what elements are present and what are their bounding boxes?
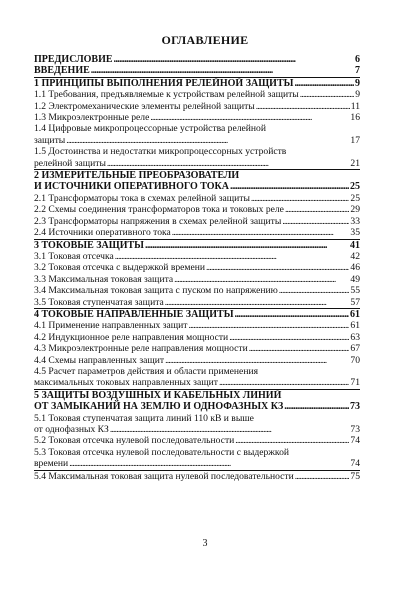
toc-page-number: 33 <box>350 215 360 227</box>
dot-leader <box>235 435 349 446</box>
toc-section-entry <box>34 146 360 169</box>
dot-leader <box>150 112 349 123</box>
toc-page-number: 9 <box>355 77 360 89</box>
toc-entry-text: 3.4 Максимальная токовая защита с пуском по напряжению <box>34 285 278 297</box>
dot-leader <box>284 401 349 412</box>
dot-leader <box>235 309 349 320</box>
toc-page-number: 74 <box>350 435 360 447</box>
toc-entry-text: защиты <box>34 134 66 146</box>
toc-entry-text: 2 ИЗМЕРИТЕЛЬНЫЕ ПРЕОБРАЗОВАТЕЛИ <box>34 170 240 182</box>
toc-entry-text: 5 ЗАЩИТЫ ВОЗДУШНЫХ И КАБЕЛЬНЫХ ЛИНИЙ <box>34 389 282 401</box>
toc-entry-text: 4.1 Применение направленных защит <box>34 320 188 332</box>
toc-entry-text: 1.5 Достоинства и недостатки микропроцессорных устройств <box>34 146 287 158</box>
dot-leader <box>230 181 349 192</box>
dot-leader <box>300 89 354 100</box>
toc-page-number: 6 <box>355 54 360 65</box>
toc-entry-text: ВВЕДЕНИЕ <box>34 65 90 77</box>
toc-page-number: 16 <box>350 112 360 124</box>
toc-entry-text: 1 ПРИНЦИПЫ ВЫПОЛНЕНИЯ РЕЛЕЙНОЙ ЗАЩИТЫ <box>34 77 294 89</box>
dot-leader <box>69 458 349 469</box>
toc-entry-text: от однофазных КЗ <box>34 424 109 435</box>
toc-section-entry <box>34 112 360 123</box>
toc-section-entry <box>34 274 360 285</box>
toc-section-entry <box>34 332 360 343</box>
toc-page-number: 11 <box>350 100 360 112</box>
toc-section-entry <box>34 343 360 354</box>
toc-section-entry <box>34 251 360 262</box>
table-of-contents <box>34 54 360 482</box>
toc-page-number: 41 <box>350 239 360 251</box>
dot-leader <box>115 251 350 262</box>
toc-page-number: 29 <box>350 204 360 216</box>
toc-entry-text: 1.2 Электромеханические элементы релейной защиты <box>34 100 255 112</box>
toc-entry-text: 3.5 Токовая ступенчатая защита <box>34 296 164 308</box>
dot-leader <box>66 135 349 146</box>
toc-section-entry <box>34 447 360 470</box>
toc-entry-text: ОТ ЗАМЫКАНИЙ НА ЗЕМЛЮ И ОДНОФАЗНЫХ КЗ <box>34 401 284 413</box>
toc-page-number: 42 <box>350 250 360 262</box>
dot-leader <box>294 78 354 89</box>
toc-section-entry <box>34 355 360 366</box>
toc-page-number: 9 <box>355 89 360 101</box>
toc-page-number: 49 <box>350 273 360 285</box>
toc-section-entry <box>34 413 360 436</box>
toc-entry-text: времени <box>34 458 69 470</box>
toc-chapter-entry <box>34 239 360 251</box>
toc-entry-text: 5.3 Токовая отсечка нулевой последовательности с выдержкой <box>34 446 289 458</box>
toc-entry-text: 2.1 Трансформаторы тока в схемах релейной защиты <box>34 192 250 204</box>
toc-page-number: 63 <box>350 331 360 343</box>
toc-chapter-entry <box>34 169 360 193</box>
dot-leader <box>279 285 350 296</box>
toc-page-number: 55 <box>350 285 360 297</box>
toc-page-number: 21 <box>350 157 360 169</box>
dot-leader <box>174 274 349 285</box>
toc-entry-text: 2.3 Трансформаторы напряжения в схемах релейной защиты <box>34 215 282 227</box>
toc-entry-text: 2.2 Схемы соединения трансформаторов тока и токовых реле <box>34 204 284 216</box>
toc-page-number: 71 <box>350 377 360 389</box>
dot-leader <box>165 355 349 366</box>
dot-leader <box>114 54 354 65</box>
toc-section-entry <box>34 470 360 482</box>
toc-section-entry <box>34 435 360 446</box>
dot-leader <box>91 65 354 76</box>
toc-entry-text: релейной защиты <box>34 157 106 169</box>
toc-entry-text: И ИСТОЧНИКИ ОПЕРАТИВНОГО ТОКА <box>34 181 230 193</box>
toc-section-entry <box>34 227 360 238</box>
dot-leader <box>219 377 349 388</box>
page-number: 3 <box>202 538 208 549</box>
toc-page-number: 7 <box>355 65 360 77</box>
dot-leader <box>285 204 349 215</box>
dot-leader <box>282 216 349 227</box>
toc-chapter-entry <box>34 77 360 89</box>
toc-entry-text: 5.4 Максимальная токовая защита нулевой последовательности <box>34 470 294 482</box>
toc-page-number: 74 <box>350 458 360 470</box>
toc-entry-text: 1.3 Микроэлектронные реле <box>34 112 150 124</box>
dot-leader <box>295 471 350 482</box>
toc-entry-text: 1.1 Требования, предъявляемые к устройствам релейной защиты <box>34 89 299 101</box>
toc-page-number: 35 <box>350 227 360 239</box>
toc-section-entry <box>34 262 360 273</box>
toc-page-number: 73 <box>350 424 360 435</box>
toc-page-number: 73 <box>350 401 360 413</box>
toc-entry-text: 3.2 Токовая отсечка с выдержкой времени <box>34 262 206 274</box>
toc-page-number: 25 <box>350 181 360 193</box>
toc-entry-text: 5.1 Токовая ступенчатая защита линий 110 кВ и выше <box>34 412 254 424</box>
toc-entry-text: максимальных токовых направленных защит <box>34 377 218 389</box>
toc-page-number: 17 <box>350 134 360 146</box>
dot-leader <box>256 101 350 112</box>
toc-section-entry <box>34 366 360 389</box>
toc-entry-text: 4.2 Индукционное реле направления мощности <box>34 331 229 343</box>
toc-entry-text: 4 ТОКОВЫЕ НАПРАВЛЕННЫЕ ЗАЩИТЫ <box>34 308 234 320</box>
dot-leader <box>188 320 349 331</box>
toc-page-number: 57 <box>350 296 360 308</box>
toc-chapter-entry <box>34 308 360 320</box>
toc-chapter-entry <box>34 65 360 76</box>
toc-entry-text: 4.4 Схемы направленных защит <box>34 354 165 366</box>
toc-section-entry <box>34 193 360 204</box>
toc-section-entry <box>34 216 360 227</box>
toc-chapter-entry <box>34 389 360 413</box>
dot-leader <box>251 193 349 204</box>
toc-entry-text: ПРЕДИСЛОВИЕ <box>34 54 113 65</box>
toc-entry-text: 4.3 Микроэлектронные реле направления мощности <box>34 343 248 355</box>
dot-leader <box>206 262 349 273</box>
toc-entry-text: 3.1 Токовая отсечка <box>34 250 114 262</box>
toc-entry-text: 3.3 Максимальная токовая защита <box>34 273 174 285</box>
dot-leader <box>107 158 349 169</box>
dot-leader <box>229 332 349 343</box>
dot-leader <box>145 240 349 251</box>
toc-section-entry <box>34 297 360 308</box>
dot-leader <box>110 424 350 435</box>
toc-entry-text: 3 ТОКОВЫЕ ЗАЩИТЫ <box>34 239 145 251</box>
toc-page-number: 75 <box>350 470 360 482</box>
dot-leader <box>172 227 350 238</box>
toc-entry-text: 4.5 Расчет параметров действия и области применения <box>34 365 259 377</box>
toc-page-number: 61 <box>350 320 360 332</box>
toc-heading: ОГЛАВЛЕНИЕ <box>161 33 249 47</box>
toc-page-number: 67 <box>350 343 360 355</box>
toc-section-entry <box>34 320 360 331</box>
toc-section-entry <box>34 89 360 100</box>
toc-page-number: 25 <box>350 192 360 204</box>
toc-page-number: 70 <box>350 354 360 366</box>
toc-chapter-entry <box>34 54 360 65</box>
dot-leader <box>249 343 350 354</box>
toc-entry-text: 2.4 Источники оперативного тока <box>34 227 171 239</box>
dot-leader <box>165 297 350 308</box>
toc-section-entry <box>34 101 360 112</box>
toc-section-entry <box>34 285 360 296</box>
toc-page-number: 46 <box>350 262 360 274</box>
toc-entry-text: 5.2 Токовая отсечка нулевой последовательности <box>34 435 235 447</box>
toc-entry-text: 1.4 Цифровые микропроцессорные устройства релейной <box>34 123 266 135</box>
toc-section-entry <box>34 123 360 146</box>
toc-page-number: 61 <box>350 308 360 320</box>
toc-section-entry <box>34 204 360 215</box>
